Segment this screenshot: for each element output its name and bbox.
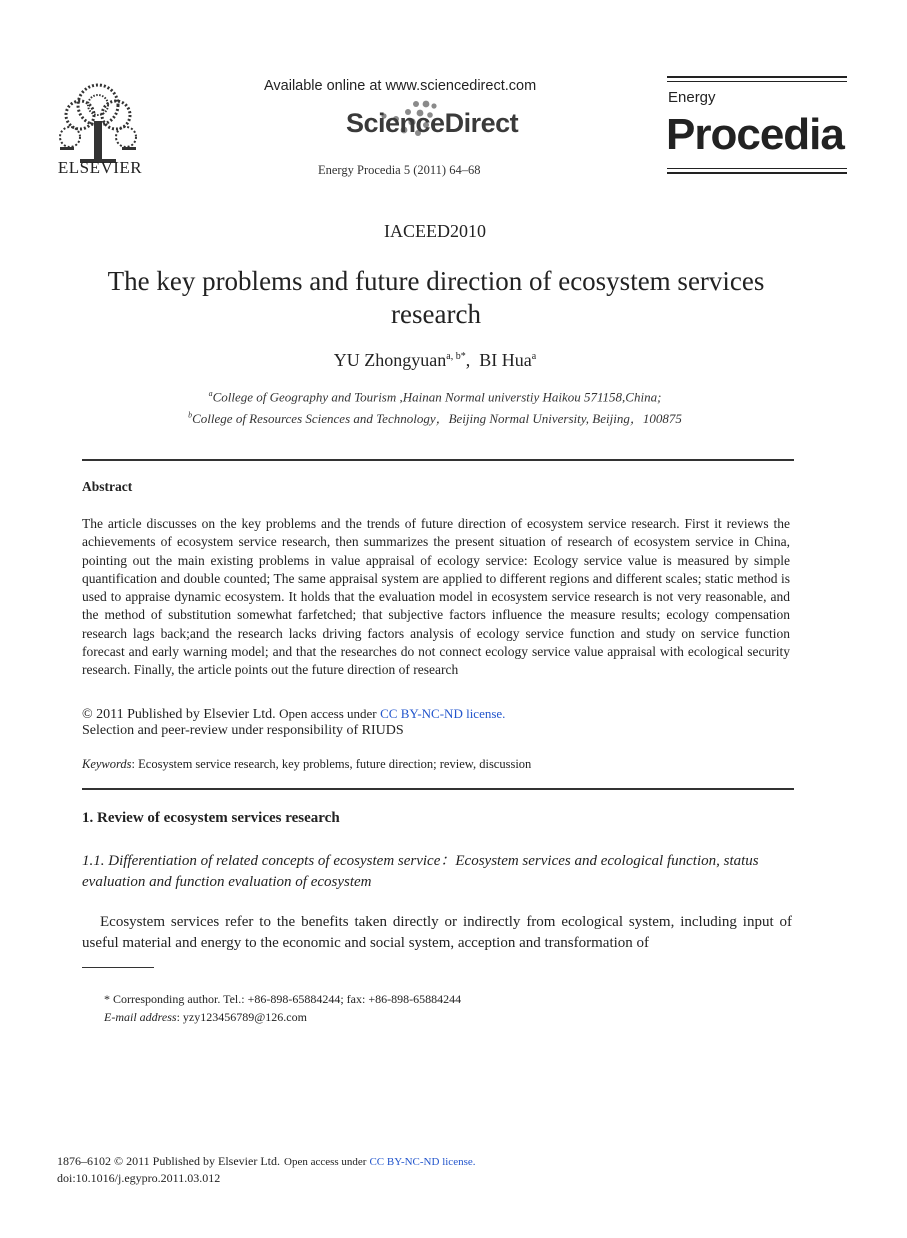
affiliation-marker: a [208,389,213,398]
author-line [0,350,870,371]
author-name: BI Hua [479,350,532,370]
elsevier-wordmark: ELSEVIER [57,158,143,177]
section-divider [82,788,794,790]
brand-rule [667,81,847,82]
open-access-label: Open access under [279,706,377,721]
affiliation-text: College of Resources Sciences and Technology，Beijing Normal University, Beijing，100875 [192,411,682,426]
copyright-line [82,706,505,723]
section-divider [82,459,794,461]
section-heading: 1. Review of ecosystem services research [82,810,340,826]
journal-brand-energy: Energy [668,89,716,106]
footnote-divider [82,967,154,968]
affiliation-text: College of Geography and Tourism ,Hainan Normal universtiy Haikou 571158,China; [212,389,662,405]
subsection-heading: 1.1. Differentiation of related concepts of ecosystem service：Ecosystem services and ecological function, status evaluation and function evaluation of ecosystem [82,853,759,890]
footer-open-access-label: Open access under [284,1156,367,1168]
email-footnote [104,1010,307,1025]
affiliation-a [0,389,870,405]
keywords-line [82,757,531,772]
brand-rule [667,168,847,169]
doi-line: doi:10.1016/j.egypro.2011.03.012 [57,1171,221,1185]
brand-rule [667,172,847,174]
keywords-text: : Ecosystem service research, key problems, future direction; review, discussion [131,757,532,771]
footer-license-link[interactable]: CC BY-NC-ND license. [369,1156,476,1168]
author-affiliation-marker: a, b* [446,351,466,362]
author-separator: , [465,350,471,370]
sciencedirect-wordmark: ScienceDirect [346,108,519,138]
abstract-text: The article discusses on the key problems and the trends of future direction of ecosystem service research. First it reviews the achievements of ecosystem service research, then summarizes the present situation of research of ecosystem service in China, pointing out the main existing problems in value appraisal of ecology service: Ecology service value is measured by simple quantification and double counted; The same appraisal system are applied to different regions and different scales; static method is used to appraise dynamic ecosystem. It holds that the evaluation model in ecosystem service research is not very reasonable, and the method of substitution somewhat farfetched; that subjective factors influence the measure results; ecology compensation research lags back;and the research lacks driving factors analysis of ecology service function and study on service function forecast and early warning model; and that the researches do not connect ecology service value appraisal with ecological security research. Finally, the article points out the future direction of research [82,516,790,678]
journal-brand-procedia: Procedia [666,110,844,159]
peer-review-note: Selection and peer-review under responsibility of RIUDS [82,723,404,738]
author-name: YU Zhongyuan [333,350,447,370]
keywords-label: Keywords [82,757,132,771]
footer-copyright [57,1154,476,1169]
affiliation-b [0,408,870,427]
brand-rule [667,76,847,78]
conference-name: IACEED2010 [384,221,486,241]
license-link[interactable]: CC BY-NC-ND license. [380,706,506,721]
article-title: The key problems and future direction of ecosystem services research [107,266,765,329]
abstract-heading: Abstract [82,479,133,494]
email-label: E-mail address [104,1010,177,1024]
email-address: : yzy123456789@126.com [176,1010,307,1024]
copyright-text: © 2011 Published by Elsevier Ltd. [82,707,276,722]
affiliation-marker: b [188,410,193,420]
journal-reference: Energy Procedia 5 (2011) 64–68 [318,163,481,177]
author-affiliation-marker: a [531,351,537,362]
available-online-text: Available online at www.sciencedirect.com [264,78,537,94]
corresponding-author-footnote: * Corresponding author. Tel.: +86-898-65884244; fax: +86-898-65884244 [104,992,462,1006]
issn-copyright: 1876–6102 © 2011 Published by Elsevier Ltd. [57,1154,280,1168]
body-paragraph: Ecosystem services refer to the benefits taken directly or indirectly from ecological system, including input of useful material and energy to the economic and social system, acception and transformation of [82,914,792,951]
